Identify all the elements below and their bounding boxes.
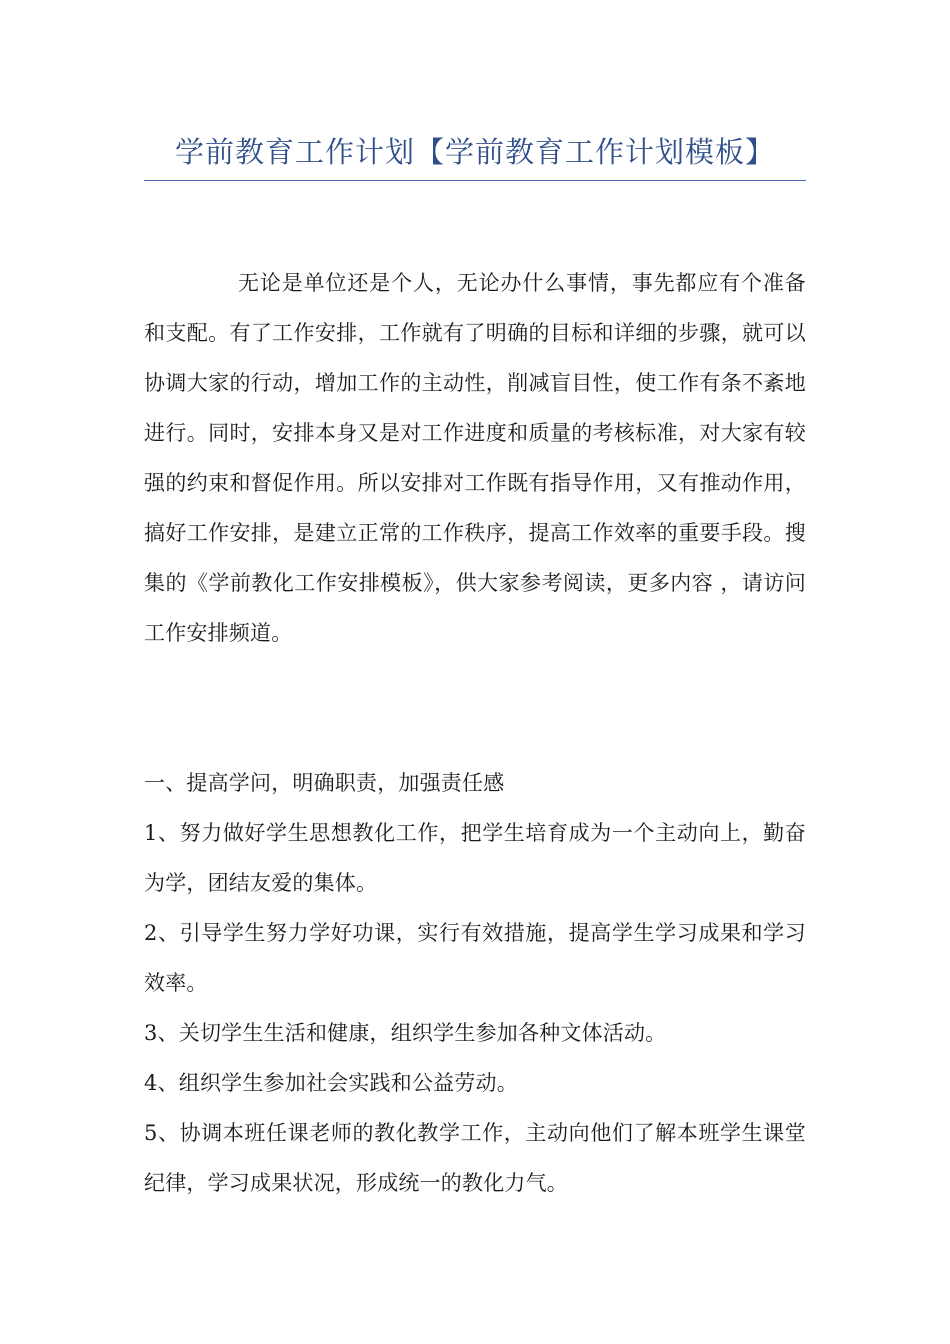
section-heading: 一、提高学问，明确职责，加强责任感 — [144, 771, 505, 795]
plan-content — [144, 758, 806, 1208]
list-item: 1、努力做好学生思想教化工作，把学生培育成为一个主动向上，勤奋为学，团结友爱的集体。 — [144, 821, 806, 895]
title-underline — [144, 180, 806, 181]
list-item: 4、组织学生参加社会实践和公益劳动。 — [144, 1071, 518, 1095]
list-item: 5、协调本班任课老师的教化教学工作，主动向他们了解本班学生课堂纪律，学习成果状况，形成统一的教化力气。 — [144, 1121, 806, 1195]
list-item: 2、引导学生努力学好功课，实行有效措施，提高学生学习成果和学习效率。 — [144, 921, 806, 995]
intro-paragraph: 无论是单位还是个人，无论办什么事情，事先都应有个准备和支配。有了工作安排，工作就有了明确的目标和详细的步骤，就可以协调大家的行动，增加工作的主动性，削减盲目性，使工作有条不紊地进行。同时，安排本身又是对工作进度和质量的考核标准，对大家有较强的约束和督促作用。所以安排对工作既有指导作用，又有推动作用，搞好工作安排，是建立正常的工作秩序，提高工作效率的重要手段。搜集的《学前教化工作安排模板》，供大家参考阅读，更多内容 ，请访问工作安排频道。 — [144, 271, 806, 645]
document-title: 学前教育工作计划【学前教育工作计划模板】 — [174, 135, 775, 169]
list-item: 3、关切学生生活和健康，组织学生参加各种文体活动。 — [144, 1021, 667, 1045]
